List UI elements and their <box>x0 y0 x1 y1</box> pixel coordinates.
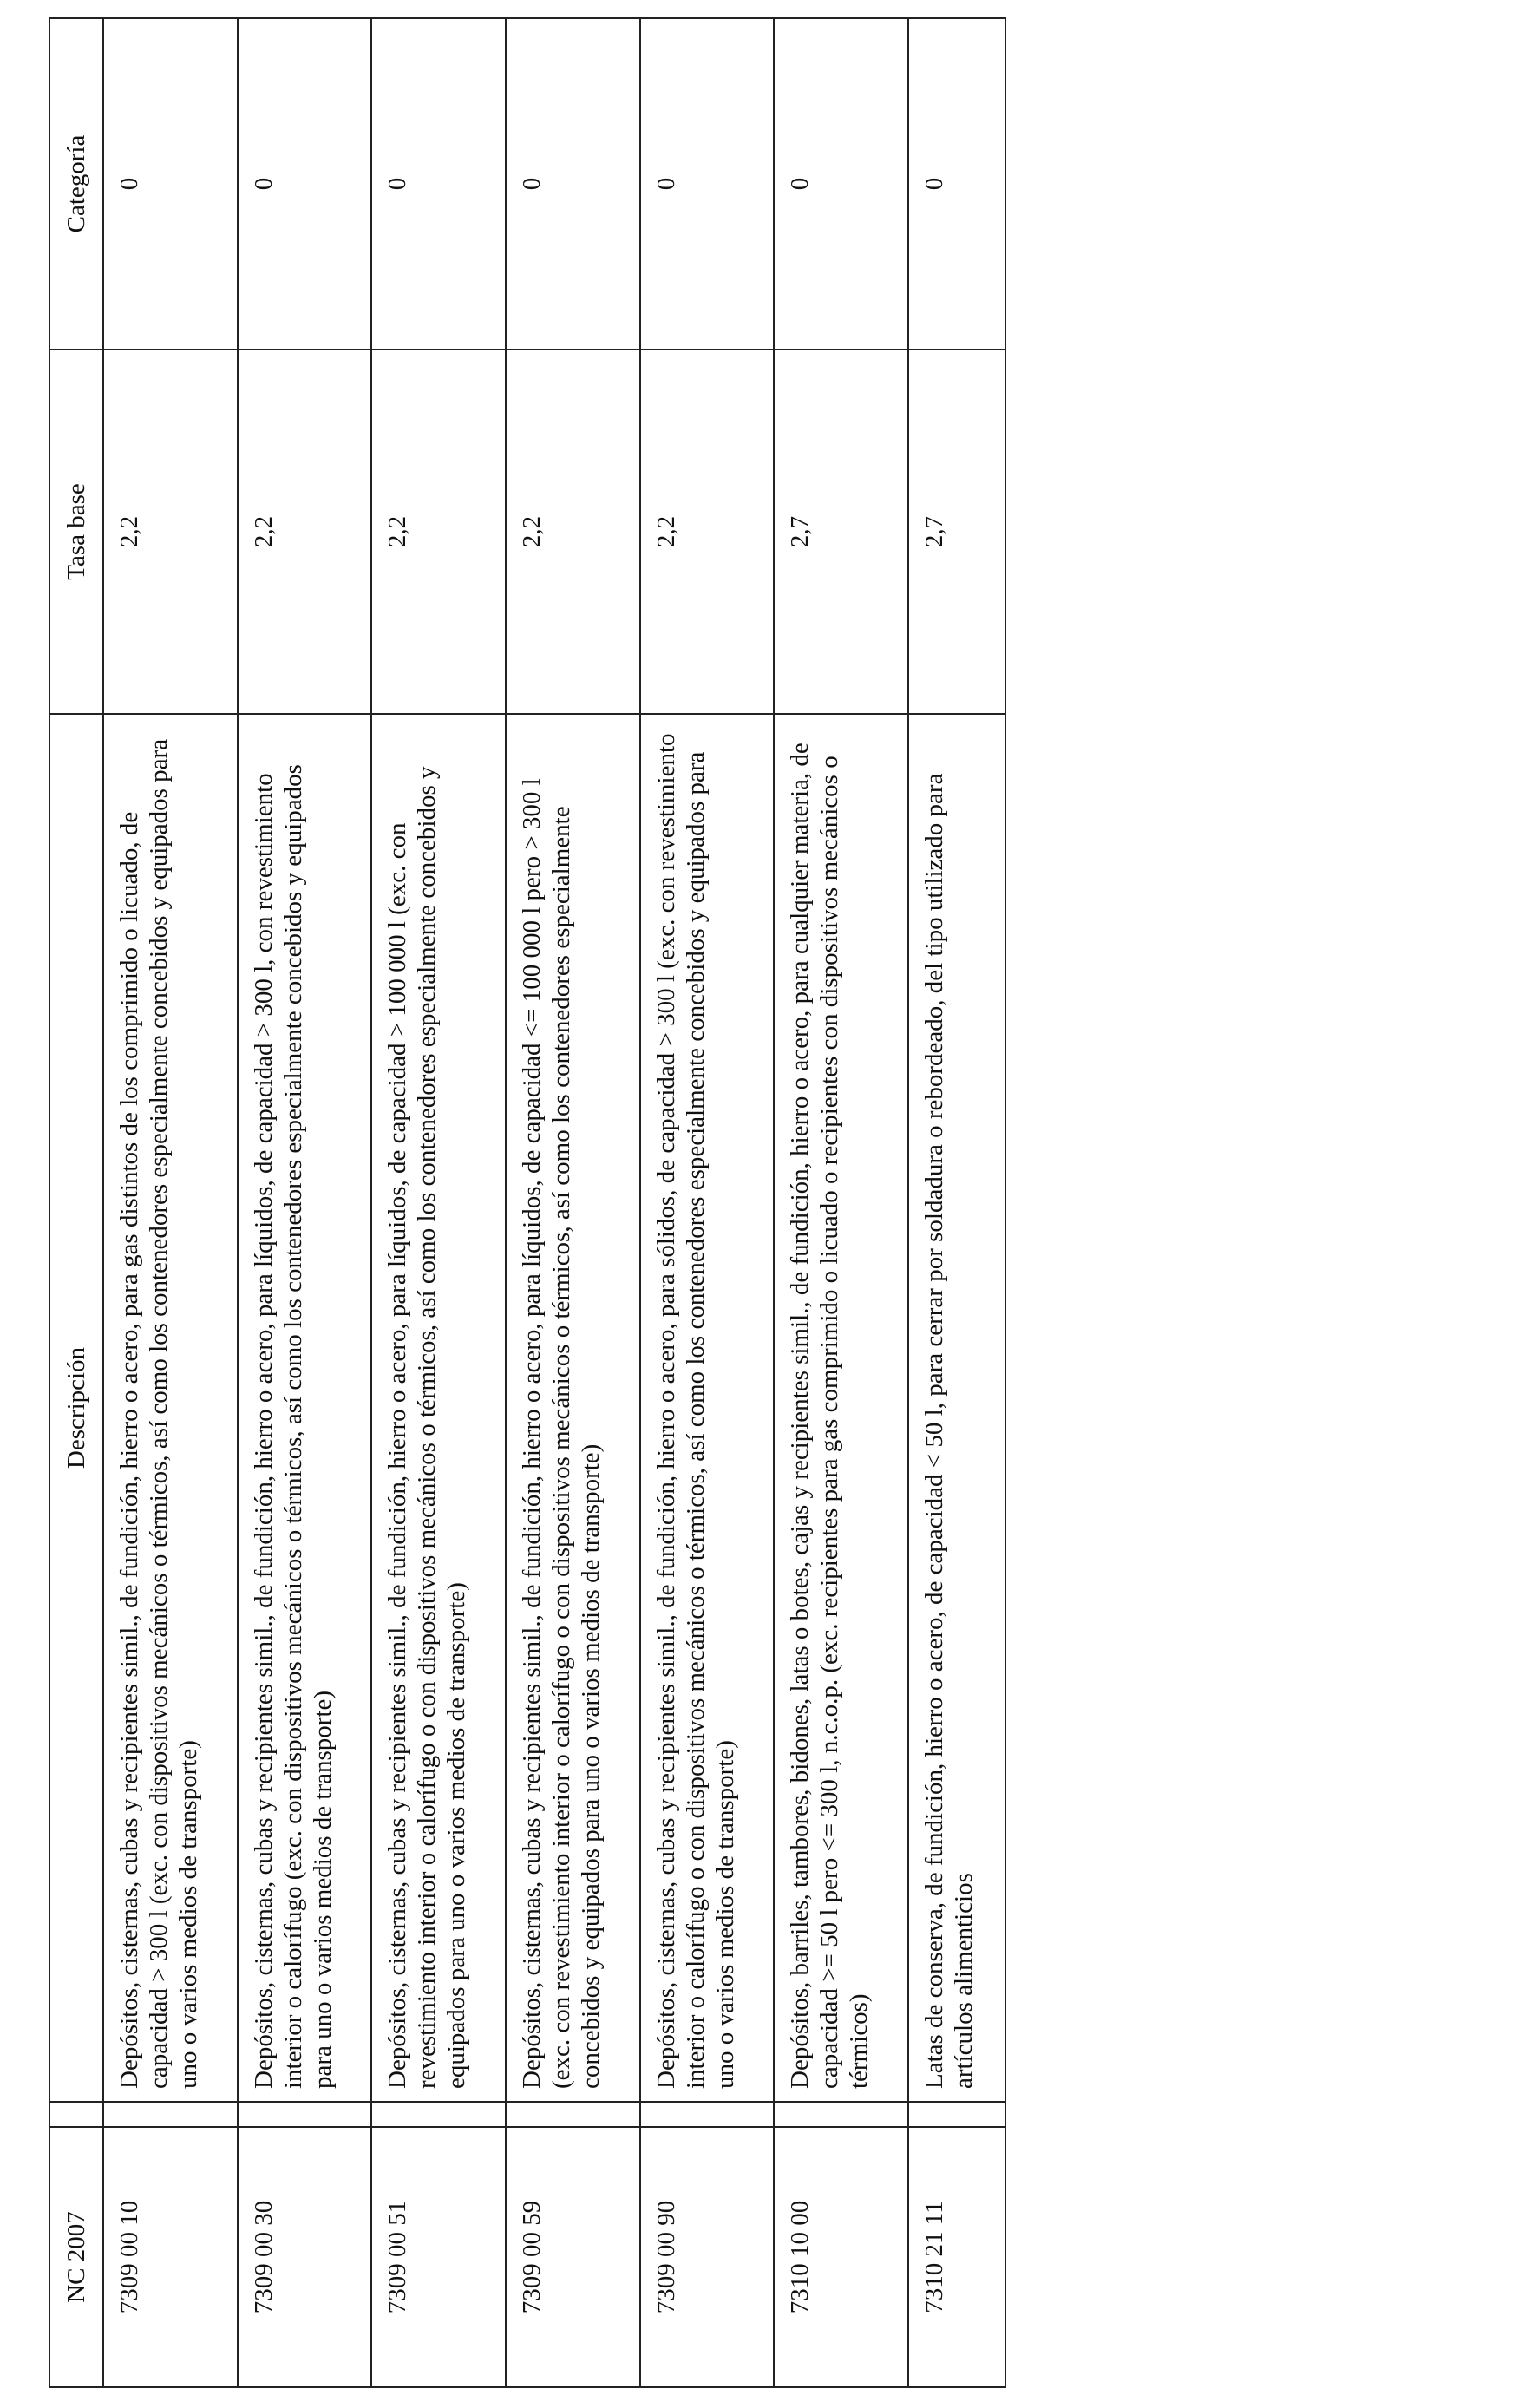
cell-code: 7309 00 30 <box>238 2127 372 2387</box>
cell-category: 0 <box>640 18 775 350</box>
header-spacer <box>49 2102 103 2127</box>
cell-base-rate: 2,2 <box>103 350 238 714</box>
cell-base-rate: 2,2 <box>238 350 372 714</box>
cell-description: Depósitos, cisternas, cubas y recipientes simil., de fundición, hierro o acero, para líquidos, de capacidad > 100 000 l (exc. con revestimiento interior o calorífugo o con dispositivos mecánicos o térmicos, así como los contenedores especialmente concebidos y equipados para uno o varios medios de transporte) <box>371 714 506 2102</box>
table-row <box>506 18 640 2387</box>
cell-code: 7310 10 00 <box>774 2127 908 2387</box>
cell-category: 0 <box>774 18 908 350</box>
cell-code: 7309 00 51 <box>371 2127 506 2387</box>
cell-description: Depósitos, barriles, tambores, bidones, latas o botes, cajas y recipientes simil., de fundición, hierro o acero, para cualquier materia, de capacidad >= 50 l pero <= 300 l, n.c.o.p. (exc. recipientes para gas comprimido o licuado o recipientes con dispositivos mecánicos o térmicos) <box>774 714 908 2102</box>
cell-spacer <box>506 2102 640 2127</box>
cell-description: Depósitos, cisternas, cubas y recipientes simil., de fundición, hierro o acero, para líquidos, de capacidad <= 100 000 l pero > 300 l (exc. con revestimiento interior o calorífugo o con dispositivos mecánicos o térmicos, así como los contenedores especialmente concebidos y equipados para uno o varios medios de transporte) <box>506 714 640 2102</box>
table-row <box>774 18 908 2387</box>
cell-base-rate: 2,2 <box>371 350 506 714</box>
cell-code: 7309 00 90 <box>640 2127 775 2387</box>
table-row <box>238 18 372 2387</box>
cell-code: 7309 00 59 <box>506 2127 640 2387</box>
cell-base-rate: 2,7 <box>774 350 908 714</box>
header-description: Descripción <box>49 714 103 2102</box>
cell-base-rate: 2,2 <box>506 350 640 714</box>
cell-code: 7309 00 10 <box>103 2127 238 2387</box>
table-row <box>640 18 775 2387</box>
cell-category: 0 <box>908 18 1005 350</box>
cell-description: Depósitos, cisternas, cubas y recipientes simil., de fundición, hierro o acero, para sólidos, de capacidad > 300 l (exc. con revestimiento interior o calorífugo o con dispositivos mecánicos o térmicos, así como los contenedores especialmente concebidos y equipados para uno o varios medios de transporte) <box>640 714 775 2102</box>
cell-category: 0 <box>103 18 238 350</box>
rotated-table-container <box>49 19 1006 2388</box>
cell-description: Depósitos, cisternas, cubas y recipientes simil., de fundición, hierro o acero, para gas distintos de los comprimido o licuado, de capacidad > 300 l (exc. con dispositivos mecánicos o térmicos, así como los contenedores especialmente concebidos y equipados para uno o varios medios de transporte) <box>103 714 238 2102</box>
cell-spacer <box>774 2102 908 2127</box>
cell-base-rate: 2,7 <box>908 350 1005 714</box>
cell-spacer <box>371 2102 506 2127</box>
header-code: NC 2007 <box>49 2127 103 2387</box>
tariff-table <box>49 17 1006 2388</box>
cell-spacer <box>908 2102 1005 2127</box>
cell-spacer <box>238 2102 372 2127</box>
table-row <box>103 18 238 2387</box>
table-row <box>908 18 1005 2387</box>
table-row <box>371 18 506 2387</box>
cell-spacer <box>640 2102 775 2127</box>
header-base-rate: Tasa base <box>49 350 103 714</box>
cell-description: Depósitos, cisternas, cubas y recipientes simil., de fundición, hierro o acero, para líquidos, de capacidad > 300 l, con revestimiento interior o calorífugo (exc. con dispositivos mecánicos o térmicos, así como los contenedores especialmente concebidos y equipados para uno o varios medios de transporte) <box>238 714 372 2102</box>
cell-code: 7310 21 11 <box>908 2127 1005 2387</box>
cell-category: 0 <box>371 18 506 350</box>
cell-base-rate: 2,2 <box>640 350 775 714</box>
cell-spacer <box>103 2102 238 2127</box>
cell-category: 0 <box>238 18 372 350</box>
header-category: Categoría <box>49 18 103 350</box>
table-header-row <box>49 18 103 2387</box>
cell-description: Latas de conserva, de fundición, hierro o acero, de capacidad < 50 l, para cerrar por soldadura o rebordeado, del tipo utilizado para artículos alimenticios <box>908 714 1005 2102</box>
cell-category: 0 <box>506 18 640 350</box>
